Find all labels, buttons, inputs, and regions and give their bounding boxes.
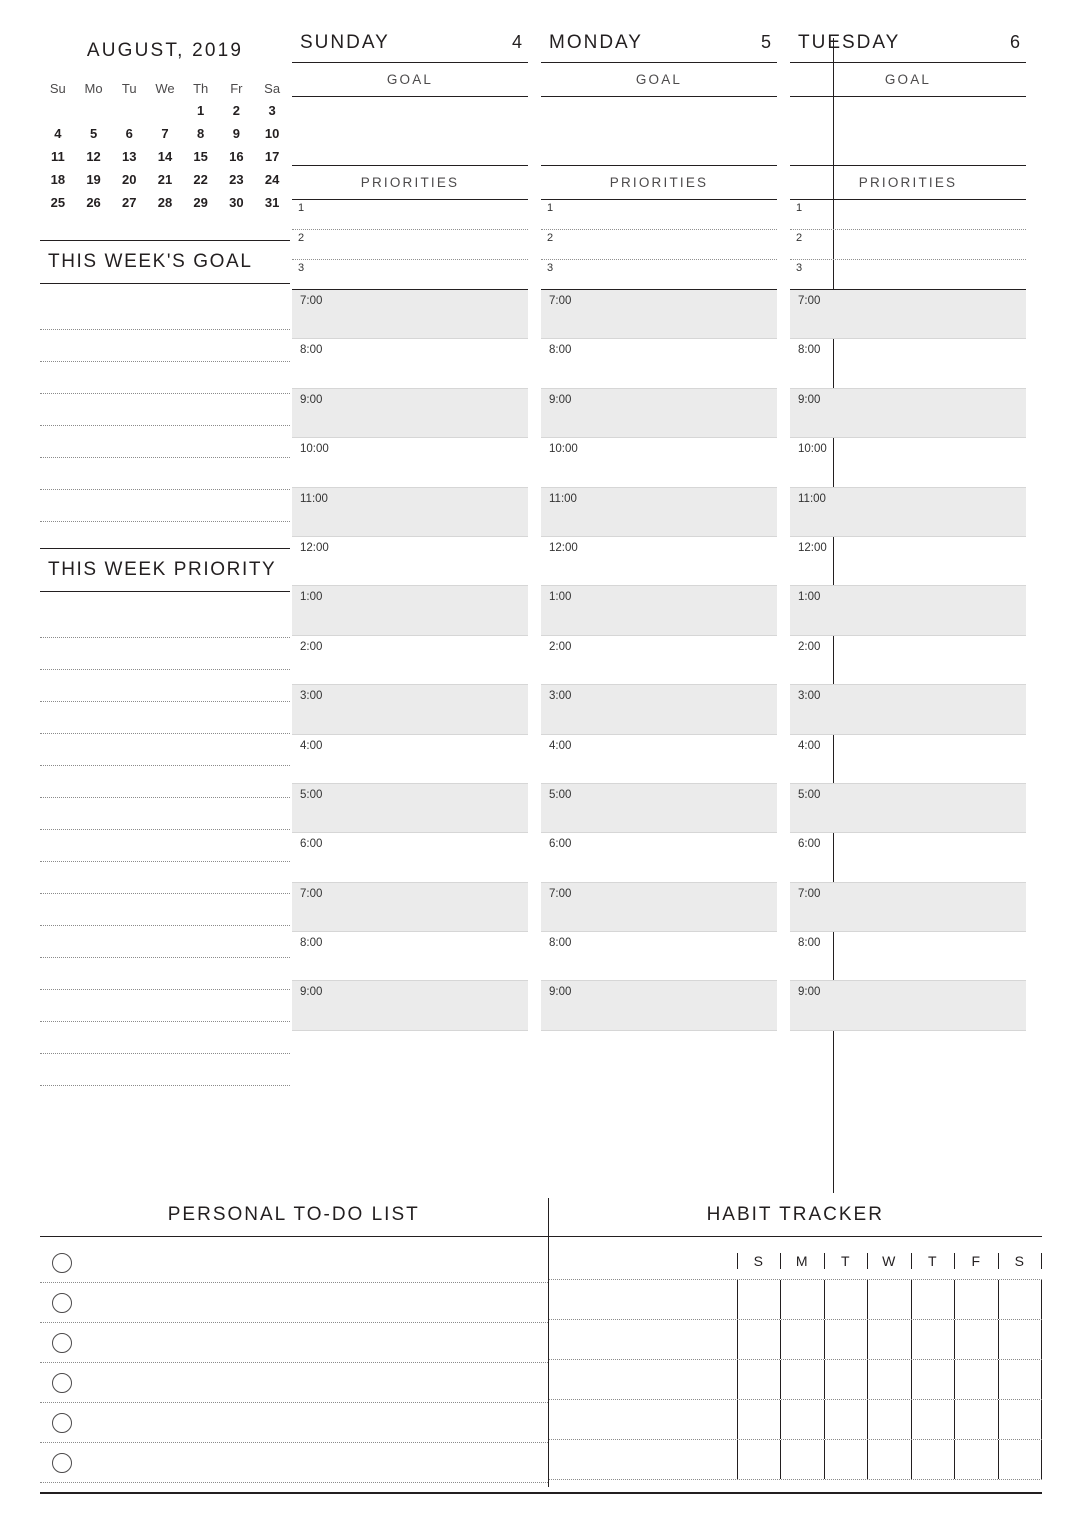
write-line[interactable] [40, 734, 290, 766]
hour-slot[interactable]: 3:00 [790, 685, 1026, 734]
habit-cell[interactable] [737, 1320, 781, 1359]
hour-slot[interactable]: 1:00 [292, 586, 528, 635]
hour-slot[interactable]: 6:00 [292, 833, 528, 882]
calendar-day[interactable]: 1 [197, 103, 205, 118]
day-name: SUNDAY [300, 32, 390, 53]
weekday-tu: Tu [121, 81, 137, 96]
habit-name-cell[interactable] [549, 1280, 737, 1319]
habit-name-cell[interactable] [549, 1320, 737, 1359]
habit-cell[interactable] [780, 1360, 824, 1399]
checkbox-circle-icon[interactable] [52, 1453, 72, 1473]
page-bottom-rule [40, 1492, 1042, 1494]
write-line[interactable] [40, 362, 290, 394]
day-column-tuesday [790, 32, 1026, 1031]
write-line[interactable] [40, 670, 290, 702]
calendar-day[interactable]: 14 [157, 149, 173, 164]
hour-slot[interactable]: 7:00 [790, 290, 1026, 339]
habit-day-header: F [954, 1253, 998, 1269]
calendar-day[interactable]: 30 [229, 195, 244, 210]
write-line[interactable] [40, 702, 290, 734]
calendar-day[interactable]: 22 [193, 172, 208, 187]
calendar-day[interactable]: 21 [157, 172, 173, 187]
habit-header-row [549, 1243, 1043, 1280]
habit-cell[interactable] [911, 1360, 955, 1399]
calendar-day[interactable]: 27 [122, 195, 137, 210]
calendar-day[interactable]: 5 [89, 126, 98, 141]
priority-row[interactable]: 3 [541, 260, 777, 290]
calendar-day[interactable]: 6 [125, 126, 133, 141]
day-header [541, 32, 777, 63]
weekday-we: We [155, 81, 175, 96]
list-item[interactable] [40, 1403, 548, 1443]
todo-title: PERSONAL TO-DO LIST [167, 1204, 420, 1225]
week-goal-title: THIS WEEK'S GOAL [40, 240, 290, 284]
hour-slot[interactable]: 9:00 [790, 389, 1026, 438]
day-column-sunday [292, 32, 528, 1031]
habit-cell[interactable] [911, 1440, 955, 1479]
todo-list [40, 1237, 548, 1487]
calendar-day[interactable]: 10 [264, 126, 280, 141]
habit-cell[interactable] [824, 1280, 868, 1319]
calendar-day[interactable]: 18 [50, 172, 66, 187]
priority-row[interactable]: 3 [790, 260, 1026, 290]
habit-checkcells [737, 1400, 1043, 1439]
write-line[interactable] [40, 394, 290, 426]
habit-checkcells [737, 1440, 1043, 1479]
habit-row[interactable] [549, 1360, 1043, 1400]
write-line[interactable] [40, 426, 290, 458]
hour-slot[interactable]: 12:00 [790, 537, 1026, 586]
weekday-su: Su [49, 81, 66, 96]
checkbox-circle-icon[interactable] [52, 1413, 72, 1433]
goal-input-area[interactable] [292, 97, 528, 166]
hour-slot[interactable]: 10:00 [292, 438, 528, 487]
hour-schedule [790, 290, 1026, 1031]
write-line[interactable] [40, 830, 290, 862]
habit-cell[interactable] [737, 1400, 781, 1439]
habit-day-headers [737, 1253, 1043, 1269]
hour-slot[interactable]: 8:00 [541, 339, 777, 388]
habit-cell[interactable] [954, 1440, 998, 1479]
write-line[interactable] [40, 990, 290, 1022]
habit-cell[interactable] [998, 1400, 1043, 1439]
habit-checkcells [737, 1320, 1043, 1359]
hour-slot[interactable]: 8:00 [541, 932, 777, 981]
checkbox-circle-icon[interactable] [52, 1253, 72, 1273]
habit-name-cell[interactable] [549, 1360, 737, 1399]
hour-slot[interactable]: 7:00 [541, 883, 777, 932]
hour-slot[interactable]: 9:00 [790, 981, 1026, 1030]
priorities-list [790, 200, 1026, 290]
hour-slot[interactable]: 11:00 [541, 488, 777, 537]
goal-input-area[interactable] [541, 97, 777, 166]
write-line[interactable] [40, 798, 290, 830]
checkbox-circle-icon[interactable] [52, 1293, 72, 1313]
habit-cell[interactable] [998, 1440, 1043, 1479]
habit-cell[interactable] [824, 1400, 868, 1439]
week-priority-title: THIS WEEK PRIORITY [40, 548, 290, 592]
habit-row[interactable] [549, 1280, 1043, 1320]
hour-slot[interactable]: 3:00 [292, 685, 528, 734]
write-line[interactable] [40, 926, 290, 958]
habit-cell[interactable] [998, 1320, 1043, 1359]
hour-slot[interactable]: 7:00 [292, 883, 528, 932]
habit-cell[interactable] [737, 1280, 781, 1319]
calendar-day[interactable]: 19 [86, 172, 101, 187]
habit-cell[interactable] [954, 1320, 998, 1359]
day-header [790, 32, 1026, 63]
calendar-day[interactable]: 15 [193, 149, 208, 164]
goal-label: GOAL [292, 63, 528, 97]
hour-slot[interactable]: 11:00 [790, 488, 1026, 537]
calendar-day[interactable]: 25 [50, 195, 66, 210]
habit-row[interactable] [549, 1400, 1043, 1440]
priorities-label: PRIORITIES [790, 166, 1026, 200]
habit-cell[interactable] [867, 1400, 911, 1439]
calendar-day[interactable]: 7 [161, 126, 169, 141]
goal-input-area[interactable] [790, 97, 1026, 166]
month-title: AUGUST, 2019 [86, 40, 244, 61]
left-sidebar [40, 28, 290, 1188]
write-line[interactable] [40, 458, 290, 490]
calendar-day[interactable]: 23 [229, 172, 244, 187]
calendar-day[interactable]: 13 [122, 149, 137, 164]
priority-row[interactable]: 2 [292, 230, 528, 260]
write-line[interactable] [40, 1022, 290, 1054]
hour-slot[interactable]: 2:00 [541, 636, 777, 685]
priority-row[interactable]: 1 [292, 200, 528, 230]
weekday-th: Th [193, 81, 209, 96]
habit-cell[interactable] [954, 1360, 998, 1399]
hour-slot[interactable]: 9:00 [541, 981, 777, 1030]
calendar-week-row [40, 122, 290, 145]
list-item[interactable] [40, 1283, 548, 1323]
calendar-day[interactable] [40, 99, 76, 122]
day-number: 5 [760, 32, 771, 52]
habit-cell[interactable] [780, 1400, 824, 1439]
hour-slot[interactable]: 12:00 [292, 537, 528, 586]
hour-slot[interactable]: 10:00 [541, 438, 777, 487]
day-name: TUESDAY [798, 32, 901, 53]
habit-name-cell[interactable] [549, 1440, 737, 1479]
hour-slot[interactable]: 8:00 [790, 932, 1026, 981]
calendar-day[interactable]: 26 [86, 195, 101, 210]
hour-schedule [292, 290, 528, 1031]
habit-row[interactable] [549, 1440, 1043, 1480]
habit-cell[interactable] [911, 1400, 955, 1439]
calendar-day[interactable]: 31 [264, 195, 280, 210]
calendar-day[interactable]: 17 [264, 149, 280, 164]
habit-cell[interactable] [780, 1320, 824, 1359]
list-item[interactable] [40, 1443, 548, 1483]
hour-slot[interactable]: 9:00 [541, 389, 777, 438]
habit-checkcells [737, 1360, 1043, 1399]
bottom-headers [40, 1198, 1042, 1237]
write-line[interactable] [40, 894, 290, 926]
habit-cell[interactable] [954, 1280, 998, 1319]
hour-slot[interactable]: 5:00 [541, 784, 777, 833]
write-line[interactable] [40, 766, 290, 798]
day-column-monday [541, 32, 777, 1031]
list-item[interactable] [40, 1323, 548, 1363]
priorities-list [292, 200, 528, 290]
goal-label: GOAL [790, 63, 1026, 97]
calendar-day[interactable]: 12 [86, 149, 101, 164]
weekday-mo: Mo [84, 81, 103, 96]
hour-slot[interactable]: 2:00 [790, 636, 1026, 685]
day-name: MONDAY [549, 32, 643, 53]
hour-slot[interactable]: 2:00 [292, 636, 528, 685]
hour-slot[interactable]: 1:00 [790, 586, 1026, 635]
habit-cell[interactable] [867, 1320, 911, 1359]
priorities-label: PRIORITIES [541, 166, 777, 200]
weekday-sa: Sa [264, 81, 281, 96]
hour-slot[interactable]: 1:00 [541, 586, 777, 635]
calendar-week-row [40, 145, 290, 168]
bottom-section [40, 1198, 1042, 1487]
habit-cell[interactable] [780, 1280, 824, 1319]
habit-cell[interactable] [780, 1440, 824, 1479]
priority-row[interactable]: 3 [292, 260, 528, 290]
habit-name-cell[interactable] [549, 1400, 737, 1439]
write-line[interactable] [40, 638, 290, 670]
habit-cell[interactable] [911, 1280, 955, 1319]
calendar-day[interactable]: 4 [54, 126, 62, 141]
habit-cell[interactable] [824, 1440, 868, 1479]
day-header [292, 32, 528, 63]
calendar-week-row [40, 191, 290, 214]
calendar-day[interactable]: 9 [232, 126, 240, 141]
checkbox-circle-icon[interactable] [52, 1333, 72, 1353]
hour-slot[interactable]: 3:00 [541, 685, 777, 734]
hour-slot[interactable]: 5:00 [790, 784, 1026, 833]
write-line[interactable] [40, 1054, 290, 1086]
hour-slot[interactable]: 7:00 [790, 883, 1026, 932]
hour-slot[interactable]: 10:00 [790, 438, 1026, 487]
calendar-day[interactable] [111, 99, 147, 122]
hour-slot[interactable]: 4:00 [541, 735, 777, 784]
priority-row[interactable]: 1 [790, 200, 1026, 230]
hour-slot[interactable]: 9:00 [292, 389, 528, 438]
hour-slot[interactable]: 4:00 [790, 735, 1026, 784]
habit-tracker [548, 1237, 1043, 1487]
mini-calendar-header-row [40, 78, 290, 99]
habit-title: HABIT TRACKER [548, 1198, 1043, 1236]
day-number: 6 [1009, 32, 1020, 52]
write-line[interactable] [40, 958, 290, 990]
hour-slot[interactable]: 6:00 [541, 833, 777, 882]
hour-slot[interactable]: 6:00 [790, 833, 1026, 882]
calendar-day[interactable]: 3 [268, 103, 276, 118]
mini-calendar [40, 78, 290, 214]
habit-row[interactable] [549, 1320, 1043, 1360]
week-priority-lines [40, 606, 290, 1086]
weekday-fr: Fr [230, 81, 243, 96]
priority-row[interactable]: 2 [790, 230, 1026, 260]
priorities-list [541, 200, 777, 290]
hour-slot[interactable]: 12:00 [541, 537, 777, 586]
hour-slot[interactable]: 8:00 [292, 932, 528, 981]
hour-schedule [541, 290, 777, 1031]
calendar-day[interactable]: 29 [193, 195, 208, 210]
week-goal-lines [40, 298, 290, 522]
hour-slot[interactable]: 8:00 [790, 339, 1026, 388]
habit-cell[interactable] [998, 1280, 1043, 1319]
calendar-day[interactable] [76, 99, 112, 122]
calendar-week-row [40, 99, 290, 122]
hour-slot[interactable]: 11:00 [292, 488, 528, 537]
calendar-day[interactable]: 2 [232, 103, 240, 118]
habit-cell[interactable] [998, 1360, 1043, 1399]
write-line[interactable] [40, 862, 290, 894]
hour-slot[interactable]: 7:00 [292, 290, 528, 339]
habit-cell[interactable] [737, 1360, 781, 1399]
calendar-day[interactable]: 20 [122, 172, 137, 187]
habit-day-header: T [824, 1253, 868, 1269]
habit-day-header: S [737, 1253, 781, 1269]
calendar-week-row [40, 168, 290, 191]
write-line[interactable] [40, 330, 290, 362]
priorities-label: PRIORITIES [292, 166, 528, 200]
habit-day-header: S [998, 1253, 1043, 1269]
calendar-day[interactable]: 24 [264, 172, 280, 187]
habit-cell[interactable] [954, 1400, 998, 1439]
hour-slot[interactable]: 4:00 [292, 735, 528, 784]
list-item[interactable] [40, 1363, 548, 1403]
write-line[interactable] [40, 490, 290, 522]
write-line[interactable] [40, 298, 290, 330]
calendar-day[interactable]: 8 [197, 126, 205, 141]
hour-slot[interactable]: 7:00 [541, 290, 777, 339]
habit-day-header: W [867, 1253, 911, 1269]
day-number: 4 [511, 32, 522, 52]
goal-label: GOAL [541, 63, 777, 97]
calendar-day[interactable]: 16 [229, 149, 244, 164]
habit-cell[interactable] [867, 1360, 911, 1399]
hour-slot[interactable]: 5:00 [292, 784, 528, 833]
habit-cell[interactable] [867, 1280, 911, 1319]
habit-cell[interactable] [867, 1440, 911, 1479]
calendar-day[interactable]: 11 [50, 149, 65, 164]
habit-cell[interactable] [911, 1320, 955, 1359]
checkbox-circle-icon[interactable] [52, 1373, 72, 1393]
write-line[interactable] [40, 606, 290, 638]
habit-day-header: M [780, 1253, 824, 1269]
priority-row[interactable]: 2 [541, 230, 777, 260]
habit-checkcells [737, 1280, 1043, 1319]
list-item[interactable] [40, 1243, 548, 1283]
habit-cell[interactable] [824, 1360, 868, 1399]
habit-cell[interactable] [737, 1440, 781, 1479]
hour-slot[interactable]: 9:00 [292, 981, 528, 1030]
bottom-body [40, 1237, 1042, 1487]
habit-cell[interactable] [824, 1320, 868, 1359]
hour-slot[interactable]: 8:00 [292, 339, 528, 388]
habit-day-header: T [911, 1253, 955, 1269]
calendar-day[interactable] [147, 99, 183, 122]
calendar-day[interactable]: 28 [157, 195, 173, 210]
priority-row[interactable]: 1 [541, 200, 777, 230]
